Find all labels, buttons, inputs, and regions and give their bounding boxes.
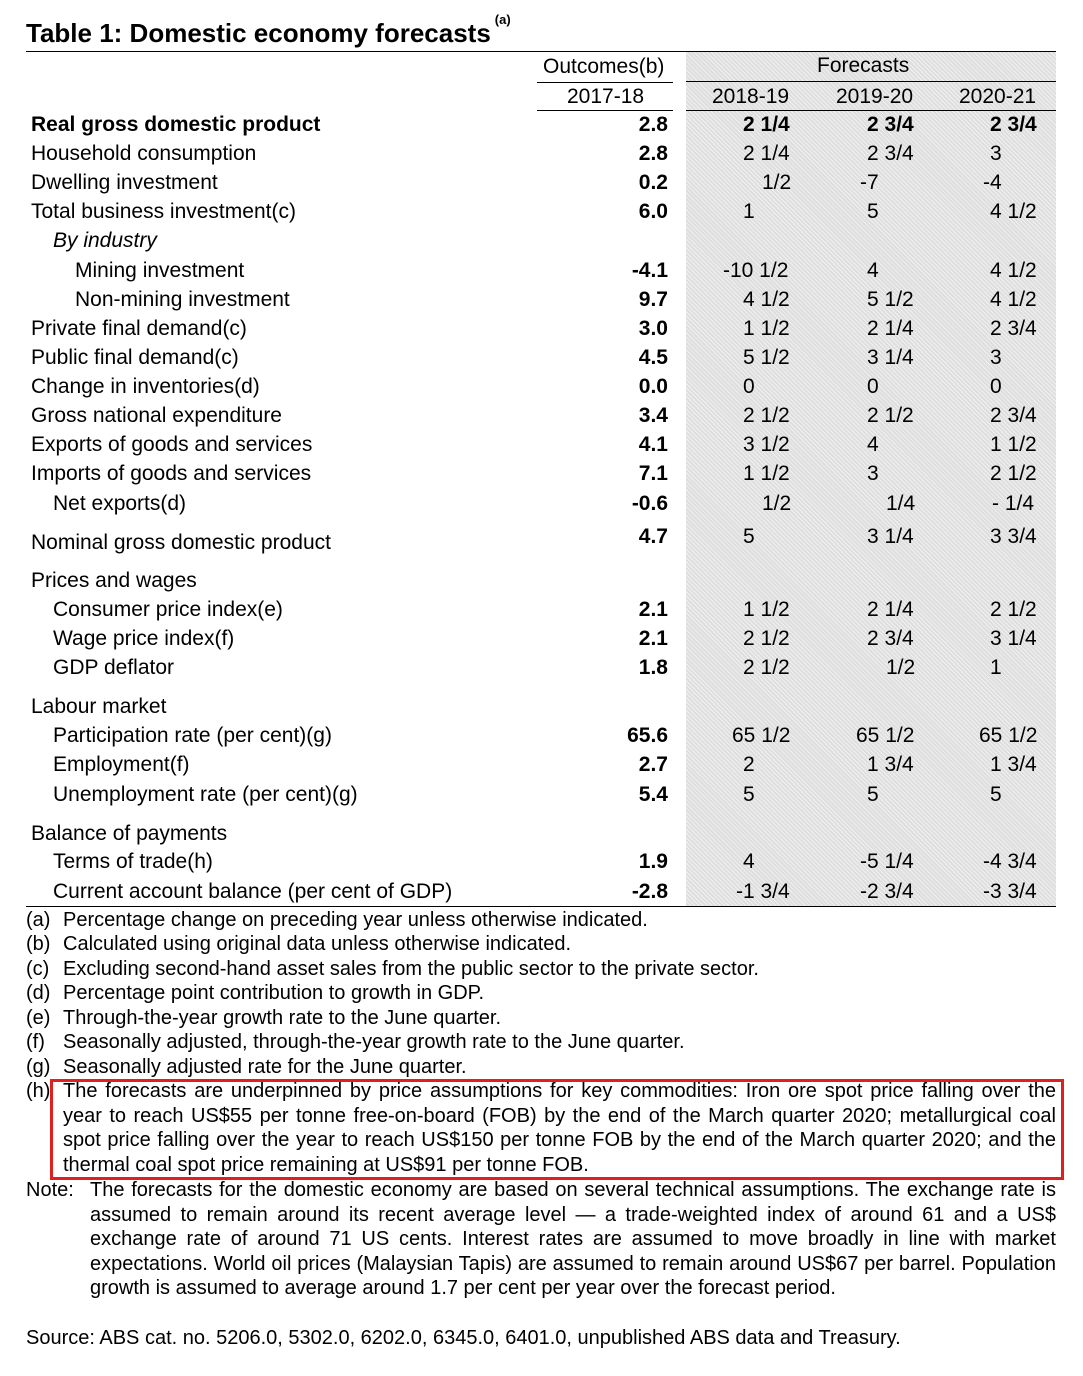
value-2020-21: 2 3/4 [990,404,1037,427]
row-label: Participation rate (per cent)(g) [53,724,332,747]
outcomes-header-rule [537,82,673,83]
year-header-2019-20: 2019-20 [836,85,914,108]
value-2018-19: 2 1/4 [743,142,790,165]
table-title-text: Table 1: Domestic economy forecasts [26,18,491,48]
value-2018-19: 1 1/2 [743,462,790,485]
value-2019-20: 1/2 [886,656,916,679]
value-2020-21: 2 1/2 [990,598,1037,621]
year-header-2018-19: 2018-19 [712,85,790,108]
row-label: Gross national expenditure [31,404,282,427]
note-key: Note: [26,1179,74,1201]
value-2019-20: 3 1/4 [867,346,914,369]
footnote-text: Percentage change on preceding year unless otherwise indicated. [63,909,648,931]
value-2017-18: 2.8 [638,142,668,165]
row-label: Real gross domestic product [31,113,321,136]
value-2019-20: 2 1/4 [867,598,914,621]
value-2018-19: 4 [743,850,755,873]
value-2019-20: 3 [867,462,879,485]
table-row [0,492,1083,521]
value-2019-20: 1/4 [886,492,916,515]
row-label: Change in inventories(d) [31,375,260,398]
value-2017-18: 2.7 [638,753,668,776]
value-2019-20: 1 3/4 [867,753,914,776]
row-label: Consumer price index(e) [53,598,283,621]
table-row [0,317,1083,346]
table-row [0,229,1083,258]
value-2019-20: 4 [867,433,879,456]
value-2017-18: -0.6 [631,492,668,515]
row-label: Private final demand(c) [31,317,247,340]
value-2018-19: 1 1/2 [743,317,790,340]
value-2017-18: 2.1 [638,627,668,650]
value-2018-19: 2 1/2 [743,404,790,427]
value-2019-20: 5 1/2 [867,288,914,311]
value-2018-19: 3 1/2 [743,433,790,456]
value-2020-21: 3 3/4 [990,525,1037,548]
value-2020-21: 2 1/2 [990,462,1037,485]
value-2020-21: 2 3/4 [990,317,1037,340]
footnote [26,981,1056,1006]
value-2018-19: 2 1/2 [743,656,790,679]
row-label: Nominal gross domestic product [31,531,331,554]
row-label: Total business investment(c) [31,200,296,223]
value-2020-21: 2 3/4 [990,113,1037,136]
value-2020-21: 3 1/4 [990,627,1037,650]
table-row [0,880,1083,909]
table-row [0,142,1083,171]
table-row [0,850,1083,879]
footnote [26,957,1056,982]
value-2019-20: -7 [860,171,879,194]
value-2017-18: 9.7 [638,288,668,311]
value-2020-21: 4 1/2 [990,288,1037,311]
value-2020-21: 1 1/2 [990,433,1037,456]
value-2019-20: -5 1/4 [860,850,914,873]
value-2018-19: 4 1/2 [743,288,790,311]
value-2020-21: -3 3/4 [983,880,1037,903]
value-2019-20: 3 1/4 [867,525,914,548]
row-label: Unemployment rate (per cent)(g) [53,783,358,806]
row-label: GDP deflator [53,656,175,679]
footnote-text: Excluding second-hand asset sales from the public sector to the private sector. [63,958,759,980]
row-label: Mining investment [75,259,245,282]
footnote-key: (d) [26,982,51,1004]
value-2018-19: 2 1/2 [743,627,790,650]
value-2017-18: 65.6 [627,724,668,747]
value-2018-19: -10 1/2 [723,259,789,282]
section-heading: Labour market [31,695,167,718]
footnote-text: Seasonally adjusted, through-the-year growth rate to the June quarter. [63,1031,685,1053]
row-label: Wage price index(f) [53,627,235,650]
source-line: Source: ABS cat. no. 5206.0, 5302.0, 6202.0, 6345.0, 6401.0, unpublished ABS data and Treasury. [26,1327,901,1349]
table-row [0,171,1083,200]
value-2019-20: 2 3/4 [867,113,914,136]
row-label: Net exports(d) [53,492,187,515]
value-2018-19: 5 [743,783,755,806]
value-2020-21: 0 [990,375,1002,398]
value-2017-18: -2.8 [631,880,668,903]
footnote-text: The forecasts are underpinned by price assumptions for key commodities: Iron ore spot price falling over the year to reach US$55 per tonne free-on-board (FOB) by the end of the March quarter 2020; metallurgical coal spot price falling over the year to reach US$150 per tonne FOB by the end of the March quarter 2020; and the thermal coal spot price remaining at US$91 per tonne FOB. [63,1080,1056,1176]
year-header-2017-18: 2017-18 [567,85,645,108]
table-row [0,200,1083,229]
row-label: Current account balance (per cent of GDP) [53,880,453,903]
value-2018-19: 1 [743,200,755,223]
year-header-rule-outcomes [537,110,673,111]
value-2017-18: 3.4 [638,404,668,427]
value-2017-18: 2.1 [638,598,668,621]
row-label: Terms of trade(h) [53,850,213,873]
footnote-key: (b) [26,933,51,955]
value-2020-21: 65 1/2 [979,724,1038,747]
value-2018-19: 2 1/4 [743,113,790,136]
table-row [0,462,1083,491]
footnote-key: (a) [26,909,51,931]
value-2017-18: 0.0 [638,375,668,398]
note-text: The forecasts for the domestic economy are based on several technical assumptions. The exchange rate is assumed to remain around its recent average level — a trade-weighted index of around 61 and a US$ exchange rate of around 71 US cents. Interest rates are assumed to move broadly in line with market expectations. World oil prices (Malaysian Tapis) are assumed to remain around US$67 per barrel. Population growth is assumed to average around 1.7 per cent per year over the forecast period. [90,1179,1056,1299]
footnote [26,932,1056,957]
value-2020-21: -4 3/4 [983,850,1037,873]
row-label: Employment(f) [53,753,190,776]
value-2018-19: 5 [743,525,755,548]
value-2020-21: - 1/4 [992,492,1035,515]
table-row [0,113,1083,142]
value-2017-18: 4.5 [638,346,668,369]
value-2020-21: -4 [983,171,1002,194]
section-heading: Prices and wages [31,569,197,592]
row-label: Imports of goods and services [31,462,312,485]
value-2018-19: 5 1/2 [743,346,790,369]
forecasts-header: Forecasts [817,54,910,77]
table-row [0,288,1083,317]
value-2017-18: 1.8 [638,656,668,679]
table-row [0,525,1083,554]
table-row [0,569,1083,598]
value-2017-18: 1.9 [638,850,668,873]
value-2019-20: -2 3/4 [860,880,914,903]
table-bottom-rule [26,906,1056,907]
table-top-rule [26,51,1056,52]
table-title [26,12,511,49]
title-note-marker: (a) [494,12,511,27]
row-label: Household consumption [31,142,257,165]
forecasts-header-rule [686,81,1056,82]
value-2017-18: 2.8 [638,113,668,136]
year-header-2020-21: 2020-21 [959,85,1037,108]
row-label: By industry [53,229,157,252]
value-2020-21: 4 1/2 [990,259,1037,282]
value-2017-18: 3.0 [638,317,668,340]
value-2020-21: 3 [990,346,1002,369]
footnote-key: (c) [26,958,50,980]
value-2017-18: 4.7 [638,525,668,548]
value-2019-20: 5 [867,783,879,806]
value-2020-21: 1 [990,656,1002,679]
footnote-key: (g) [26,1056,51,1078]
table-row [0,404,1083,433]
row-label: Non-mining investment [75,288,290,311]
table-row [0,375,1083,404]
table-row [0,783,1083,812]
table-row [0,753,1083,782]
value-2019-20: 2 1/2 [867,404,914,427]
note [26,1178,1056,1326]
value-2018-19: 65 1/2 [732,724,791,747]
table-row [0,598,1083,627]
value-2019-20: 4 [867,259,879,282]
table-row [0,433,1083,462]
value-2017-18: -4.1 [631,259,668,282]
value-2018-19: 1/2 [762,171,792,194]
row-label: Public final demand(c) [31,346,239,369]
value-2019-20: 0 [867,375,879,398]
row-label: Exports of goods and services [31,433,313,456]
footnote [26,1030,1056,1055]
footnote [26,908,1056,933]
value-2017-18: 4.1 [638,433,668,456]
table-row [0,822,1083,851]
footnote-text: Seasonally adjusted rate for the June quarter. [63,1056,467,1078]
value-2020-21: 4 1/2 [990,200,1037,223]
footnote-key: (h) [26,1080,51,1102]
value-2019-20: 2 1/4 [867,317,914,340]
footnote-key: (e) [26,1007,51,1029]
row-label: Dwelling investment [31,171,218,194]
value-2019-20: 2 3/4 [867,627,914,650]
value-2020-21: 3 [990,142,1002,165]
value-2020-21: 5 [990,783,1002,806]
value-2018-19: 1/2 [762,492,792,515]
value-2020-21: 1 3/4 [990,753,1037,776]
value-2019-20: 5 [867,200,879,223]
footnote-text: Percentage point contribution to growth in GDP. [63,982,484,1004]
footnote-text: Through-the-year growth rate to the June quarter. [63,1007,502,1029]
value-2017-18: 7.1 [638,462,668,485]
footnote [26,1006,1056,1031]
value-2019-20: 65 1/2 [856,724,915,747]
footnote [26,1055,1056,1080]
table-row [0,724,1083,753]
value-2017-18: 0.2 [638,171,668,194]
value-2018-19: 0 [743,375,755,398]
value-2018-19: -1 3/4 [736,880,790,903]
table-row [0,656,1083,685]
value-2017-18: 5.4 [638,783,668,806]
footnote-text: Calculated using original data unless otherwise indicated. [63,933,572,955]
table-row [0,627,1083,656]
table-row [0,259,1083,288]
value-2019-20: 2 3/4 [867,142,914,165]
value-2018-19: 1 1/2 [743,598,790,621]
section-heading: Balance of payments [31,822,228,845]
year-header-rule-forecasts [686,110,1056,111]
value-2017-18: 6.0 [638,200,668,223]
table-row [0,695,1083,724]
outcomes-header: Outcomes(b) [543,55,665,78]
value-2018-19: 2 [743,753,755,776]
footnote [26,1079,1056,1179]
footnote-key: (f) [26,1031,45,1053]
table-row [0,346,1083,375]
